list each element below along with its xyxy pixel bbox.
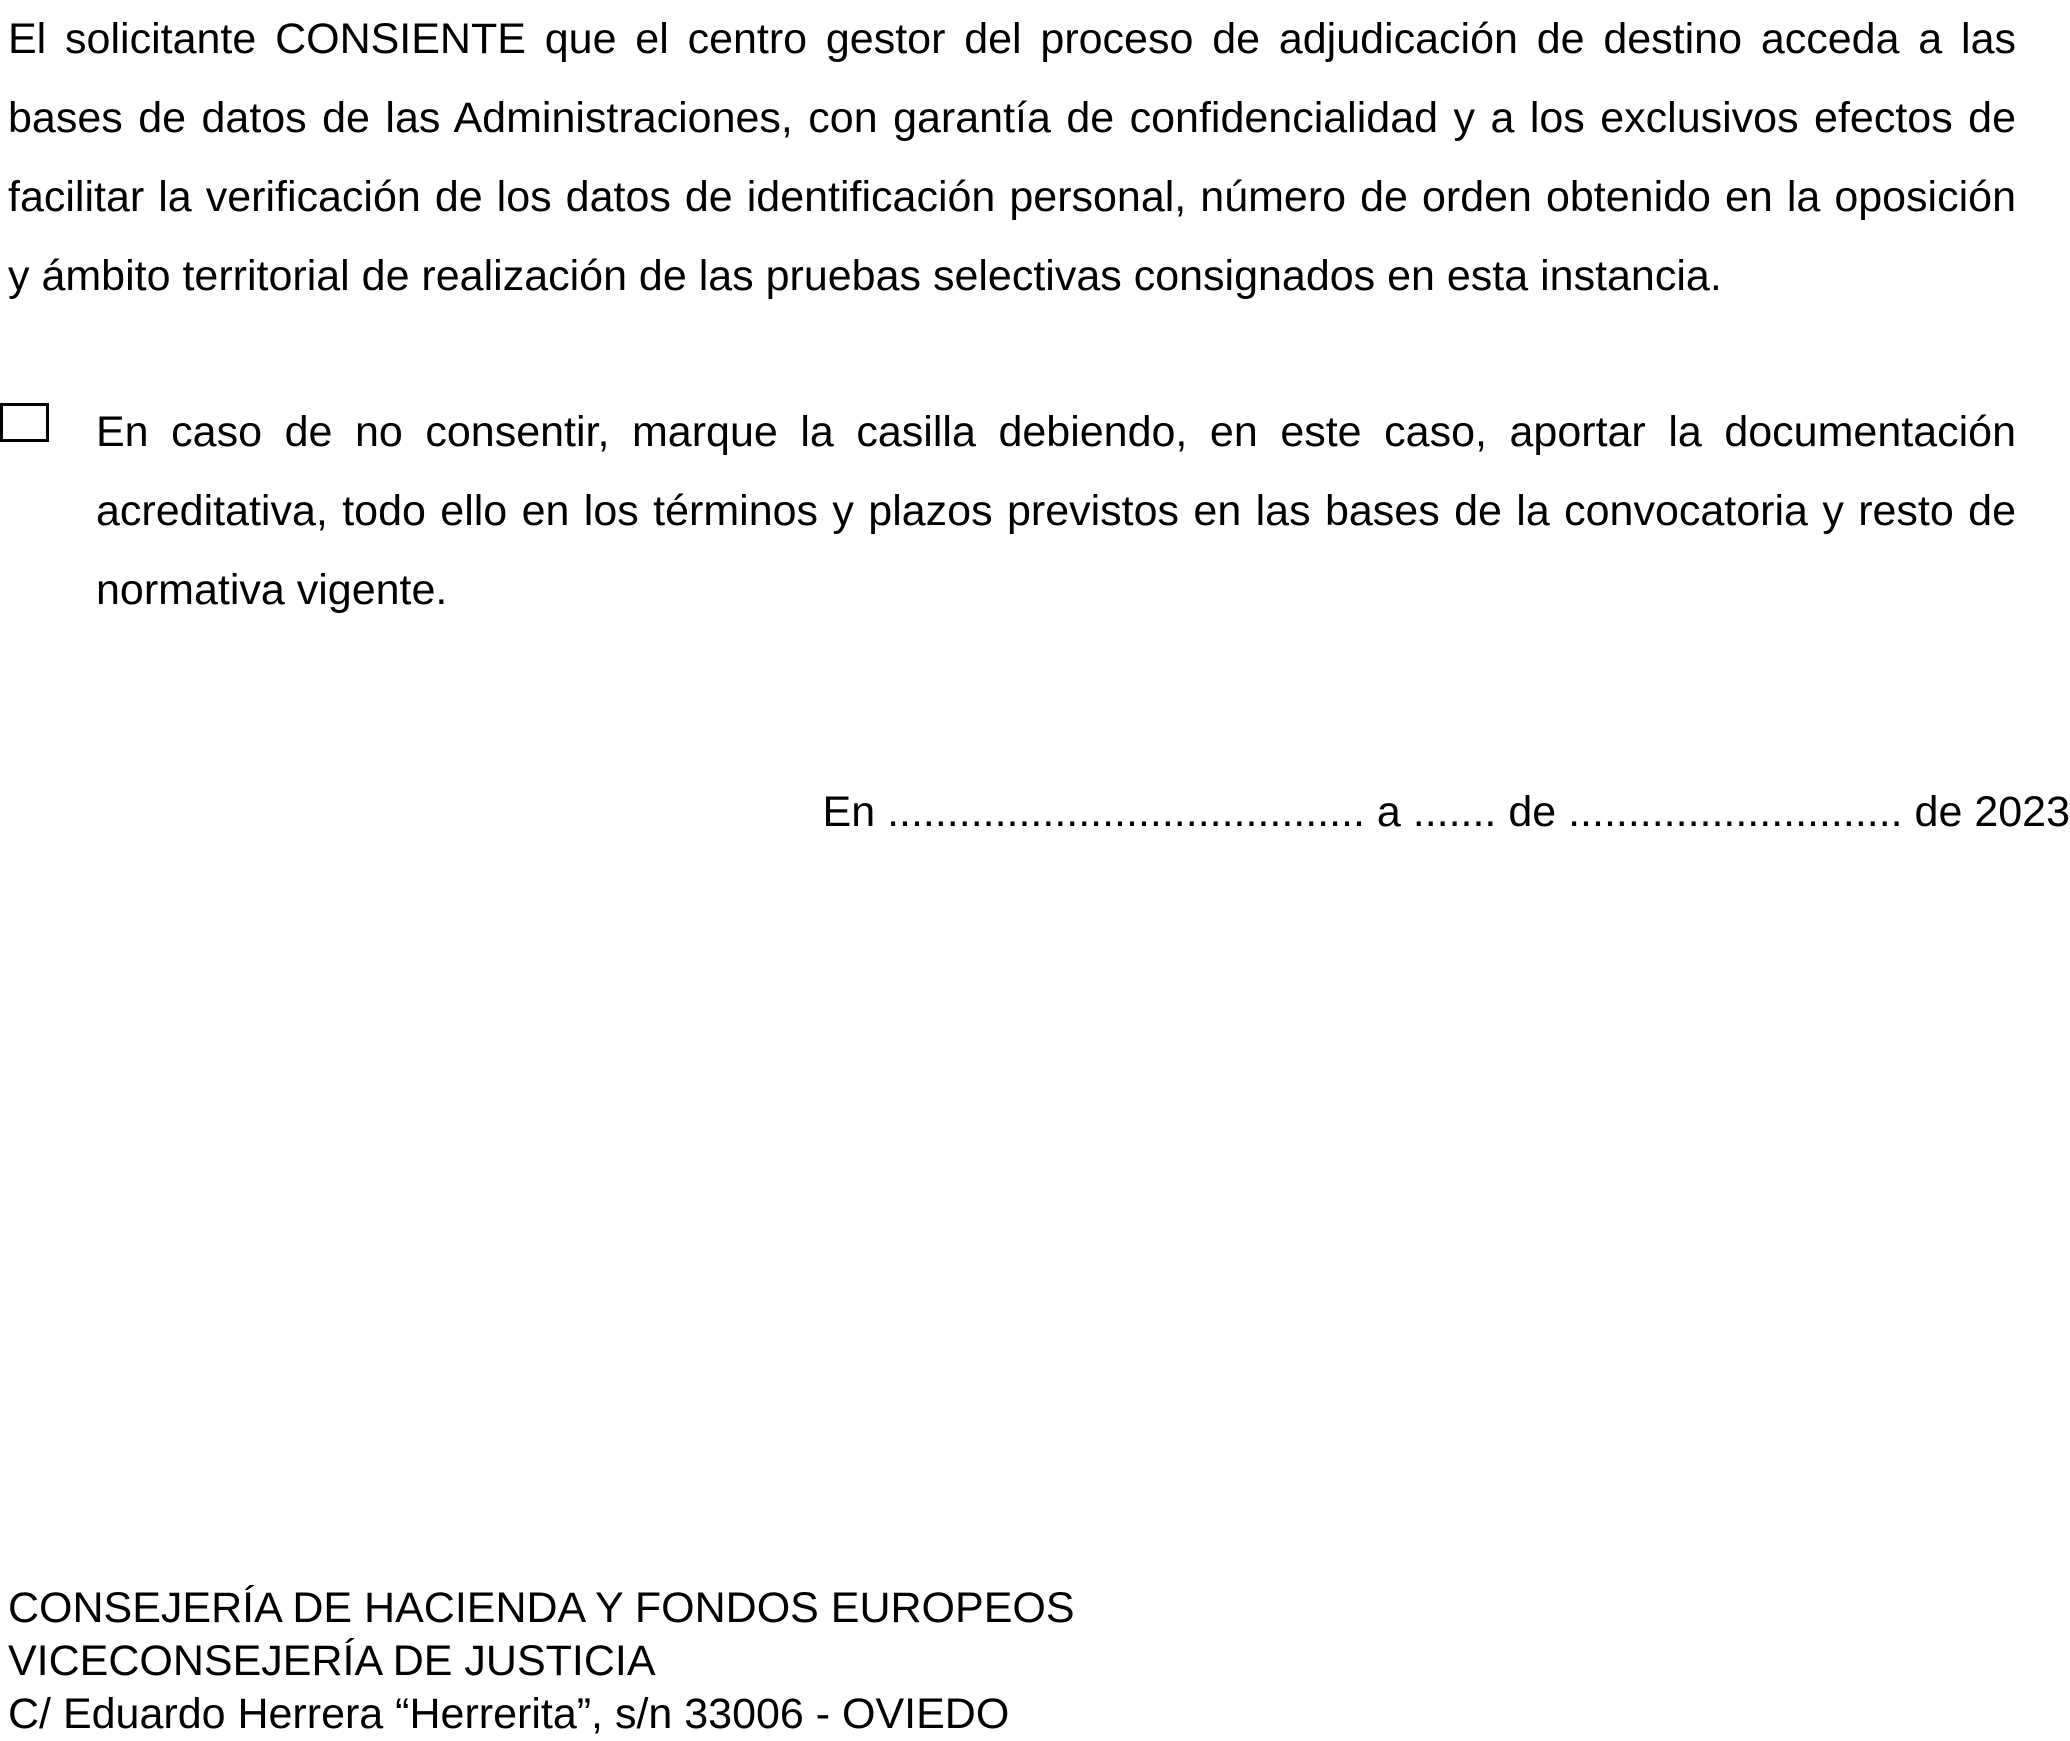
place-date-line: En ........................................ a ....... de ............................ de 2023	[822, 788, 2070, 836]
footer-address-block	[8, 1582, 1075, 1741]
consent-paragraph: El solicitante CONSIENTE que el centro gestor del proceso de adjudicación de destino acceda a las bases de datos de las Administraciones, con garantía de confidencialidad y a los exclusivos efectos de facilitar la verificación de los datos de identificación personal, número de orden obtenido en la oposición y ámbito territorial de realización de las pruebas selectivas consignados en esta instancia.	[8, 15, 2016, 300]
footer-address: C/ Eduardo Herrera “Herrerita”, s/n 33006 - OVIEDO	[8, 1690, 1010, 1738]
footer-subdepartment: VICECONSEJERÍA DE JUSTICIA	[8, 1637, 656, 1685]
opt-out-checkbox[interactable]	[0, 403, 49, 442]
opt-out-text: En caso de no consentir, marque la casilla debiendo, en este caso, aportar la documentación acreditativa, todo ello en los términos y plazos previstos en las bases de la convocatoria y resto de normativa vigente.	[96, 408, 2016, 614]
footer-department: CONSEJERÍA DE HACIENDA Y FONDOS EUROPEOS	[8, 1584, 1075, 1632]
